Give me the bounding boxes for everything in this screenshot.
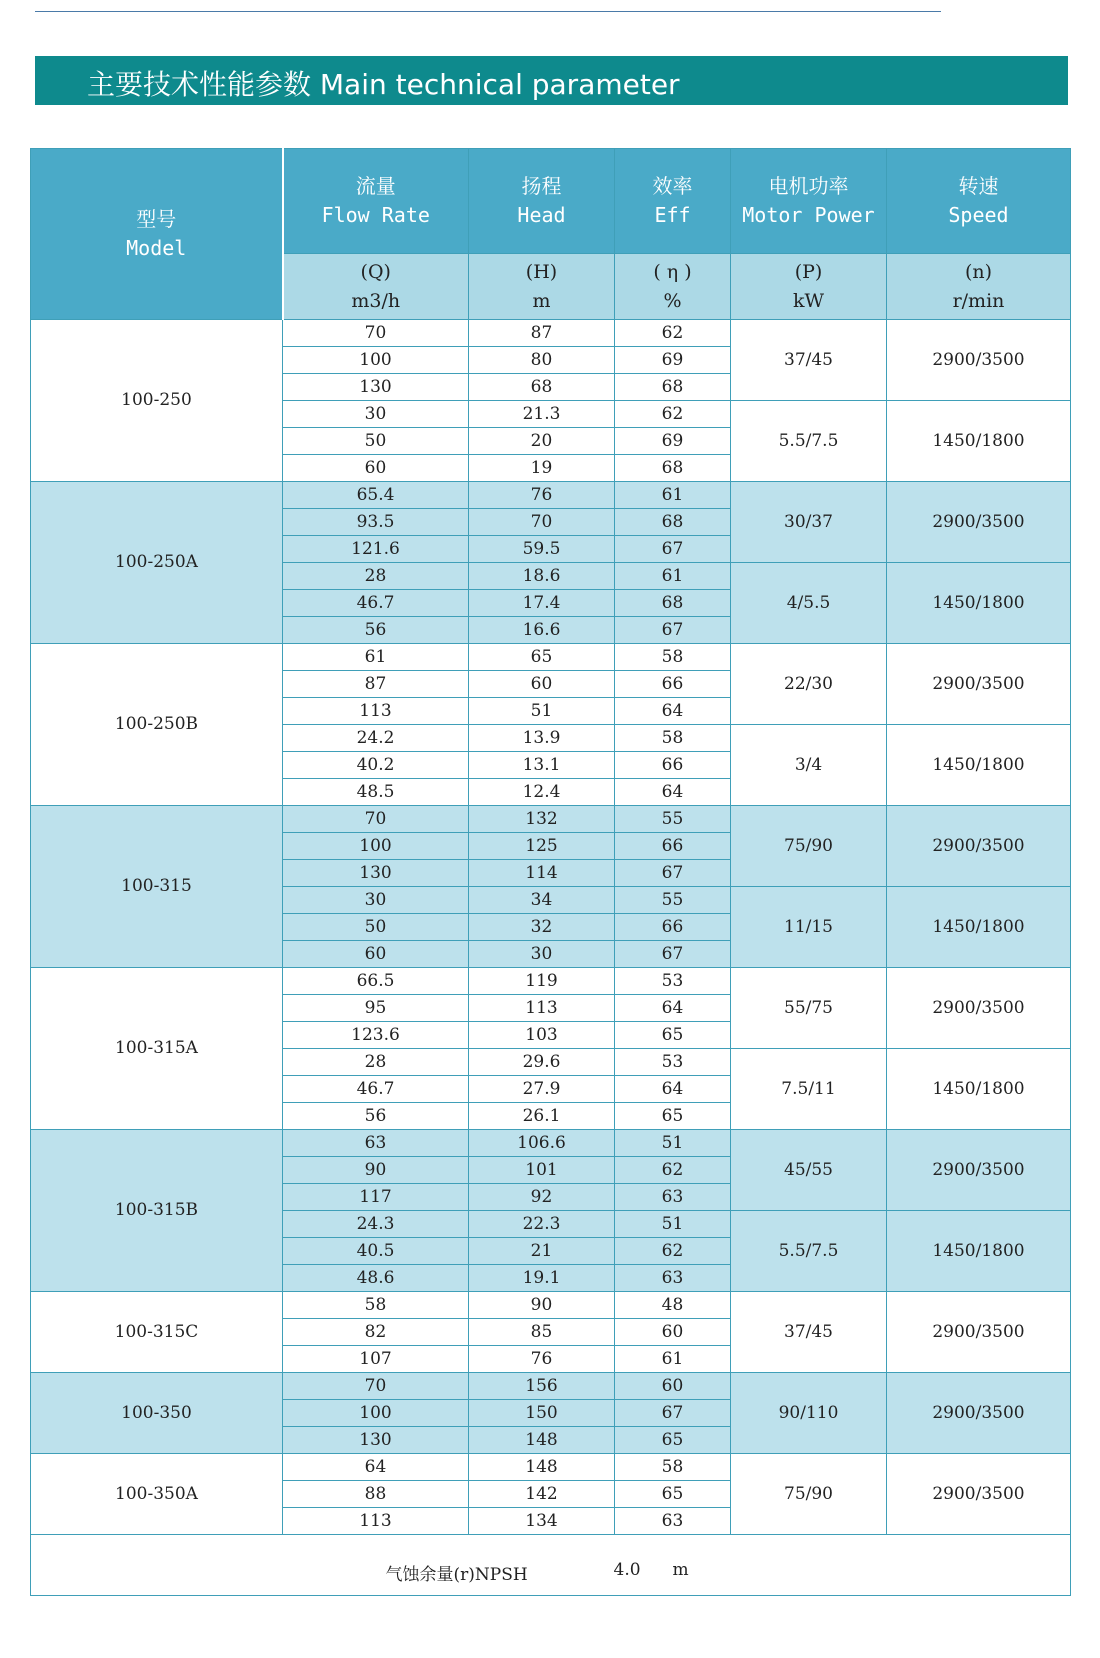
flow-cell: 46.7: [283, 590, 469, 617]
table-row: [31, 1373, 1071, 1400]
flow-cell: 100: [283, 833, 469, 860]
motor-power-cell: 55/75: [731, 968, 887, 1049]
flow-cell: 107: [283, 1346, 469, 1373]
speed-cell: 1450/1800: [887, 563, 1071, 644]
flow-cell: 100: [283, 347, 469, 374]
head-cell: 34: [469, 887, 615, 914]
eff-cell: 65: [615, 1103, 731, 1130]
top-rule: [35, 11, 941, 12]
eff-cell: 53: [615, 968, 731, 995]
model-cell: 100-315C: [31, 1292, 283, 1373]
eff-cell: 69: [615, 347, 731, 374]
head-cell: 68: [469, 374, 615, 401]
head-cell: 150: [469, 1400, 615, 1427]
unit-speed: (n) r/min: [887, 254, 1071, 320]
head-cell: 85: [469, 1319, 615, 1346]
table-row: [31, 482, 1071, 509]
flow-cell: 56: [283, 1103, 469, 1130]
motor-power-cell: 45/55: [731, 1130, 887, 1211]
speed-cell: 2900/3500: [887, 1130, 1071, 1211]
model-cell: 100-250: [31, 320, 283, 482]
eff-cell: 68: [615, 590, 731, 617]
flow-cell: 65.4: [283, 482, 469, 509]
head-cell: 20: [469, 428, 615, 455]
parameter-table: [30, 148, 1071, 1596]
unit-head: (H) m: [469, 254, 615, 320]
head-cell: 80: [469, 347, 615, 374]
flow-cell: 90: [283, 1157, 469, 1184]
eff-cell: 60: [615, 1319, 731, 1346]
npsh-value: 4.0: [613, 1560, 641, 1580]
unit-motor-power: (P) kW: [731, 254, 887, 320]
table-row: [31, 1292, 1071, 1319]
speed-cell: 2900/3500: [887, 968, 1071, 1049]
head-cell: 59.5: [469, 536, 615, 563]
speed-cell: 1450/1800: [887, 1049, 1071, 1130]
eff-cell: 53: [615, 1049, 731, 1076]
flow-cell: 93.5: [283, 509, 469, 536]
flow-cell: 28: [283, 1049, 469, 1076]
eff-cell: 63: [615, 1508, 731, 1535]
eff-cell: 65: [615, 1022, 731, 1049]
speed-cell: 2900/3500: [887, 1373, 1071, 1454]
flow-cell: 66.5: [283, 968, 469, 995]
eff-cell: 68: [615, 509, 731, 536]
head-cell: 22.3: [469, 1211, 615, 1238]
eff-cell: 61: [615, 563, 731, 590]
head-cell: 103: [469, 1022, 615, 1049]
head-cell: 114: [469, 860, 615, 887]
head-cell: 21: [469, 1238, 615, 1265]
eff-cell: 61: [615, 482, 731, 509]
table-row: [31, 320, 1071, 347]
motor-power-cell: 90/110: [731, 1373, 887, 1454]
model-cell: 100-315: [31, 806, 283, 968]
flow-cell: 50: [283, 914, 469, 941]
eff-cell: 67: [615, 617, 731, 644]
model-cell: 100-350A: [31, 1454, 283, 1535]
eff-cell: 66: [615, 671, 731, 698]
motor-power-cell: 4/5.5: [731, 563, 887, 644]
head-cell: 101: [469, 1157, 615, 1184]
flow-cell: 130: [283, 374, 469, 401]
eff-cell: 69: [615, 428, 731, 455]
table-row: [31, 1130, 1071, 1157]
eff-cell: 68: [615, 455, 731, 482]
model-cell: 100-315B: [31, 1130, 283, 1292]
table-row: [31, 644, 1071, 671]
eff-cell: 58: [615, 725, 731, 752]
flow-cell: 30: [283, 887, 469, 914]
eff-cell: 58: [615, 644, 731, 671]
eff-cell: 64: [615, 995, 731, 1022]
flow-cell: 60: [283, 455, 469, 482]
speed-cell: 2900/3500: [887, 1292, 1071, 1373]
head-cell: 148: [469, 1427, 615, 1454]
flow-cell: 50: [283, 428, 469, 455]
head-cell: 21.3: [469, 401, 615, 428]
eff-cell: 62: [615, 1238, 731, 1265]
flow-cell: 70: [283, 320, 469, 347]
head-cell: 32: [469, 914, 615, 941]
flow-cell: 28: [283, 563, 469, 590]
flow-cell: 82: [283, 1319, 469, 1346]
head-cell: 19: [469, 455, 615, 482]
head-cell: 148: [469, 1454, 615, 1481]
flow-cell: 123.6: [283, 1022, 469, 1049]
eff-cell: 64: [615, 698, 731, 725]
head-cell: 13.1: [469, 752, 615, 779]
speed-cell: 1450/1800: [887, 725, 1071, 806]
eff-cell: 66: [615, 752, 731, 779]
flow-cell: 40.5: [283, 1238, 469, 1265]
flow-cell: 61: [283, 644, 469, 671]
table-row: [31, 806, 1071, 833]
speed-cell: 2900/3500: [887, 320, 1071, 401]
table-row: [31, 968, 1071, 995]
speed-cell: 1450/1800: [887, 1211, 1071, 1292]
motor-power-cell: 37/45: [731, 320, 887, 401]
head-cell: 26.1: [469, 1103, 615, 1130]
motor-power-cell: 30/37: [731, 482, 887, 563]
eff-cell: 65: [615, 1427, 731, 1454]
flow-cell: 48.5: [283, 779, 469, 806]
eff-cell: 67: [615, 536, 731, 563]
eff-cell: 63: [615, 1265, 731, 1292]
head-cell: 19.1: [469, 1265, 615, 1292]
head-cell: 76: [469, 1346, 615, 1373]
motor-power-cell: 11/15: [731, 887, 887, 968]
head-cell: 17.4: [469, 590, 615, 617]
eff-cell: 64: [615, 1076, 731, 1103]
eff-cell: 55: [615, 887, 731, 914]
motor-power-cell: 75/90: [731, 806, 887, 887]
head-cell: 134: [469, 1508, 615, 1535]
head-cell: 70: [469, 509, 615, 536]
head-cell: 65: [469, 644, 615, 671]
eff-cell: 66: [615, 833, 731, 860]
head-cell: 156: [469, 1373, 615, 1400]
npsh-label: 气蚀余量(r)NPSH: [385, 1565, 528, 1585]
head-cell: 60: [469, 671, 615, 698]
motor-power-cell: 7.5/11: [731, 1049, 887, 1130]
eff-cell: 48: [615, 1292, 731, 1319]
table-row: [31, 1454, 1071, 1481]
flow-cell: 130: [283, 1427, 469, 1454]
eff-cell: 55: [615, 806, 731, 833]
eff-cell: 65: [615, 1481, 731, 1508]
flow-cell: 95: [283, 995, 469, 1022]
header-motor-power: 电机功率 Motor Power: [731, 149, 887, 254]
model-cell: 100-250B: [31, 644, 283, 806]
eff-cell: 51: [615, 1211, 731, 1238]
flow-cell: 24.3: [283, 1211, 469, 1238]
flow-cell: 70: [283, 1373, 469, 1400]
speed-cell: 2900/3500: [887, 806, 1071, 887]
head-cell: 106.6: [469, 1130, 615, 1157]
head-cell: 13.9: [469, 725, 615, 752]
model-cell: 100-250A: [31, 482, 283, 644]
motor-power-cell: 75/90: [731, 1454, 887, 1535]
eff-cell: 67: [615, 1400, 731, 1427]
motor-power-cell: 5.5/7.5: [731, 401, 887, 482]
header-speed: 转速 Speed: [887, 149, 1071, 254]
flow-cell: 30: [283, 401, 469, 428]
head-cell: 87: [469, 320, 615, 347]
eff-cell: 68: [615, 374, 731, 401]
eff-cell: 64: [615, 779, 731, 806]
flow-cell: 87: [283, 671, 469, 698]
head-cell: 132: [469, 806, 615, 833]
speed-cell: 1450/1800: [887, 887, 1071, 968]
flow-cell: 88: [283, 1481, 469, 1508]
eff-cell: 67: [615, 941, 731, 968]
flow-cell: 70: [283, 806, 469, 833]
speed-cell: 1450/1800: [887, 401, 1071, 482]
unit-efficiency: ( η ) %: [615, 254, 731, 320]
header-efficiency: 效率 Eff: [615, 149, 731, 254]
head-cell: 18.6: [469, 563, 615, 590]
eff-cell: 58: [615, 1454, 731, 1481]
speed-cell: 2900/3500: [887, 644, 1071, 725]
eff-cell: 67: [615, 860, 731, 887]
motor-power-cell: 37/45: [731, 1292, 887, 1373]
title-bar: [35, 56, 1068, 105]
eff-cell: 51: [615, 1130, 731, 1157]
eff-cell: 62: [615, 320, 731, 347]
flow-cell: 121.6: [283, 536, 469, 563]
model-cell: 100-350: [31, 1373, 283, 1454]
motor-power-cell: 22/30: [731, 644, 887, 725]
head-cell: 113: [469, 995, 615, 1022]
header-flow-rate: 流量 Flow Rate: [283, 149, 469, 254]
head-cell: 30: [469, 941, 615, 968]
eff-cell: 63: [615, 1184, 731, 1211]
head-cell: 90: [469, 1292, 615, 1319]
flow-cell: 130: [283, 860, 469, 887]
motor-power-cell: 3/4: [731, 725, 887, 806]
flow-cell: 63: [283, 1130, 469, 1157]
flow-cell: 40.2: [283, 752, 469, 779]
npsh-row: [31, 1535, 1071, 1596]
head-cell: 27.9: [469, 1076, 615, 1103]
eff-cell: 62: [615, 1157, 731, 1184]
head-cell: 29.6: [469, 1049, 615, 1076]
flow-cell: 113: [283, 698, 469, 725]
eff-cell: 62: [615, 401, 731, 428]
flow-cell: 46.7: [283, 1076, 469, 1103]
motor-power-cell: 5.5/7.5: [731, 1211, 887, 1292]
head-cell: 16.6: [469, 617, 615, 644]
flow-cell: 58: [283, 1292, 469, 1319]
header-head: 扬程 Head: [469, 149, 615, 254]
eff-cell: 66: [615, 914, 731, 941]
model-cell: 100-315A: [31, 968, 283, 1130]
head-cell: 125: [469, 833, 615, 860]
head-cell: 51: [469, 698, 615, 725]
eff-cell: 61: [615, 1346, 731, 1373]
flow-cell: 64: [283, 1454, 469, 1481]
flow-cell: 48.6: [283, 1265, 469, 1292]
head-cell: 12.4: [469, 779, 615, 806]
speed-cell: 2900/3500: [887, 1454, 1071, 1535]
flow-cell: 56: [283, 617, 469, 644]
flow-cell: 100: [283, 1400, 469, 1427]
speed-cell: 2900/3500: [887, 482, 1071, 563]
head-cell: 142: [469, 1481, 615, 1508]
header-model: 型号 Model: [31, 149, 283, 320]
npsh-unit: m: [672, 1560, 689, 1580]
eff-cell: 60: [615, 1373, 731, 1400]
head-cell: 92: [469, 1184, 615, 1211]
page-title: 主要技术性能参数 Main technical parameter: [87, 68, 680, 101]
flow-cell: 117: [283, 1184, 469, 1211]
unit-flow-rate: (Q) m3/h: [283, 254, 469, 320]
head-cell: 76: [469, 482, 615, 509]
flow-cell: 60: [283, 941, 469, 968]
head-cell: 119: [469, 968, 615, 995]
flow-cell: 113: [283, 1508, 469, 1535]
table-body: [31, 320, 1071, 1535]
flow-cell: 24.2: [283, 725, 469, 752]
